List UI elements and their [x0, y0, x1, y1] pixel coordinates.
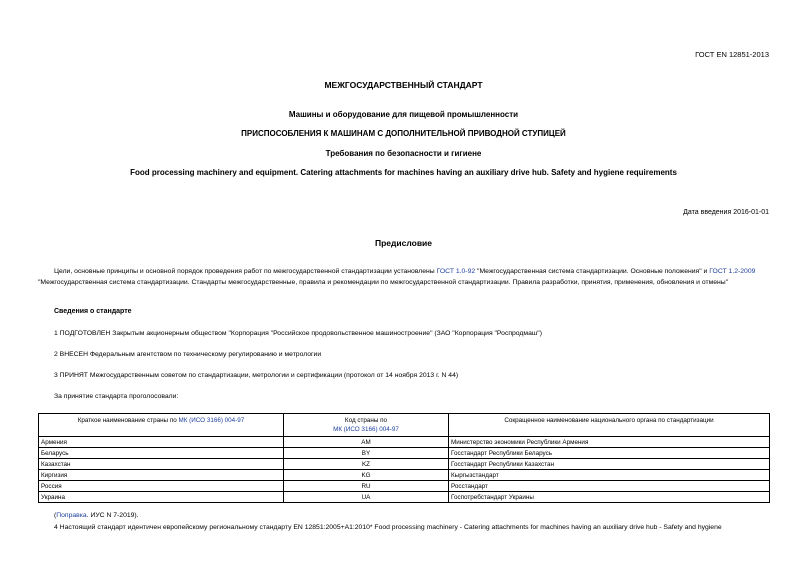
standard-info-title: Сведения о стандарте: [54, 308, 132, 315]
amendment-link[interactable]: Поправка: [56, 512, 87, 519]
table-row: [39, 481, 770, 492]
item-submitted-label: 2 ВНЕСЕН: [54, 351, 88, 358]
title-ru-line3: Требования по безопасности и гигиене: [325, 149, 482, 158]
item-prepared-text: Закрытым акционерным обществом "Корпорация "Российское продовольственное машиностроение" (ЗАО "Корпорация "Роспродмаш"): [110, 330, 542, 337]
item-submitted-text: Федеральным агентством по техническому регулированию и метрологии: [88, 351, 322, 358]
code-cell: RU: [284, 481, 449, 492]
authority-cell: Министерство экономики Республики Армения: [449, 437, 770, 448]
document-heading: МЕЖГОСУДАРСТВЕННЫЙ СТАНДАРТ: [324, 80, 483, 90]
country-cell: Украина: [39, 492, 284, 503]
code-cell: KG: [284, 470, 449, 481]
item-submitted: [54, 351, 321, 358]
code-cell: BY: [284, 448, 449, 459]
table-row: [39, 470, 770, 481]
header-country-name-text: Краткое наименование страны по: [77, 417, 179, 424]
code-cell: UA: [284, 492, 449, 503]
item-identical: 4 Настоящий стандарт идентичен европейскому региональному стандарту EN 12851:2005+A1:2010* Food processing machinery - Catering attachments for machines having an auxiliary drive hub - Safety and hygiene: [54, 524, 722, 531]
table-row: [39, 437, 770, 448]
foreword-paragraph: [38, 267, 770, 288]
header-country-code: [284, 414, 449, 437]
header-country-name: [39, 414, 284, 437]
authority-cell: Госстандарт Республики Беларусь: [449, 448, 770, 459]
code-cell: KZ: [284, 459, 449, 470]
amendment-open: (: [54, 512, 57, 519]
country-cell: Киргизия: [39, 470, 284, 481]
item-adopted-label: 3 ПРИНЯТ: [54, 372, 88, 379]
header-authority: Сокращенное наименование национального органа по стандартизации: [449, 414, 770, 437]
item-adopted-text: Межгосударственным советом по стандартизации, метрологии и сертификации (протокол от 14 ноября 2013 г. N 44): [87, 372, 459, 379]
gost-1-0-92-link[interactable]: ГОСТ 1.0-92: [436, 268, 476, 275]
mk-iso-link[interactable]: МК (ИСО 3166) 004-97: [333, 426, 399, 433]
country-cell: Армения: [39, 437, 284, 448]
country-cell: Беларусь: [39, 448, 284, 459]
introduction-date: Дата введения 2016-01-01: [683, 209, 769, 216]
voted-text: За принятие стандарта проголосовали:: [54, 393, 179, 400]
title-ru-line2: ПРИСПОСОБЛЕНИЯ К МАШИНАМ С ДОПОЛНИТЕЛЬНОЙ ПРИВОДНОЙ СТУПИЦЕЙ: [241, 129, 566, 138]
amendment-note: [54, 512, 139, 519]
country-cell: Россия: [39, 481, 284, 492]
title-en: Food processing machinery and equipment. Catering attachments for machines having an auxiliary drive hub. Safety and hygiene requirements: [130, 168, 677, 177]
authority-cell: Госпотребстандарт Украины: [449, 492, 770, 503]
amendment-rest: . ИУС N 7-2019).: [86, 512, 139, 519]
authority-cell: Росстандарт: [449, 481, 770, 492]
country-cell: Казахстан: [39, 459, 284, 470]
document-code: ГОСТ EN 12851-2013: [695, 50, 769, 59]
table-row: [39, 492, 770, 503]
countries-table: [38, 413, 770, 503]
item-prepared: [54, 330, 542, 337]
title-ru-line1: Машины и оборудование для пищевой промышленности: [288, 110, 519, 119]
authority-cell: Госстандарт Республики Казахстан: [449, 459, 770, 470]
code-cell: AM: [284, 437, 449, 448]
foreword-title: Предисловие: [374, 238, 433, 248]
gost-1-2-2009-link[interactable]: ГОСТ 1.2-2009: [709, 268, 756, 275]
item-adopted: [54, 372, 458, 379]
table-header-row: [39, 414, 770, 437]
header-country-code-text: Код страны по: [344, 417, 388, 424]
item-prepared-label: 1 ПОДГОТОВЛЕН: [54, 330, 111, 337]
foreword-text-3: "Межгосударственная система стандартизации. Стандарты межгосударственные, правила и рекомендации по межгосударственной стандартизации. Правила разработки, принятия, применения, обновления и отмены": [38, 278, 729, 286]
table-row: [39, 448, 770, 459]
foreword-text-1: Цели, основные принципы и основной порядок проведения работ по межгосударственной стандартизации установлены: [54, 268, 437, 275]
foreword-text-2: "Межгосударственная система стандартизации. Основные положения" и: [475, 268, 710, 275]
mk-iso-link[interactable]: МК (ИСО 3166) 004-97: [178, 417, 245, 424]
authority-cell: Кыргызстандарт: [449, 470, 770, 481]
table-row: [39, 459, 770, 470]
